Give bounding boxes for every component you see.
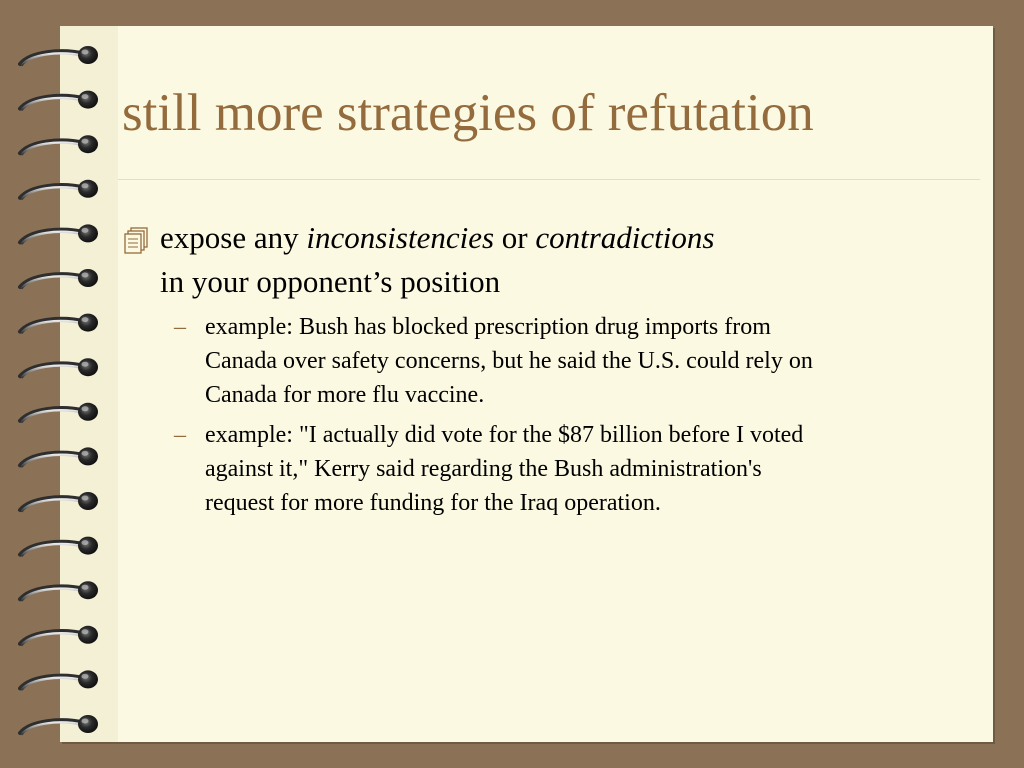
binding-ring — [20, 626, 98, 645]
notepad-stack-icon — [122, 226, 150, 254]
binding-ring — [20, 224, 98, 243]
bullet-connector: or — [494, 220, 536, 255]
binding-ring — [20, 492, 98, 511]
sub-bullet-list — [122, 310, 942, 520]
sub-bullet-text: example: "I actually did vote for the $87 billion before I voted against it," Kerry said regarding the Bush administration's request for more funding for the Iraq operation. — [205, 422, 804, 516]
bullet-emphasis-inconsistencies: inconsistencies — [306, 220, 495, 255]
bullet-line-two: in your opponent’s position — [160, 264, 501, 299]
sub-bullet-dash: – — [174, 422, 186, 448]
sub-bullet-text: example: Bush has blocked prescription drug imports from Canada over safety concerns, but he said the U.S. could rely on Canada for more flu vaccine. — [205, 314, 813, 408]
binding-ring — [20, 581, 98, 600]
binding-ring — [20, 269, 98, 288]
binding-ring — [20, 537, 98, 556]
binding-ring — [20, 180, 98, 199]
binding-ring — [20, 447, 98, 466]
binding-ring — [20, 91, 98, 110]
binding-ring — [20, 46, 98, 65]
slide-content — [122, 216, 942, 526]
binding-ring — [20, 314, 98, 333]
binding-ring — [20, 358, 98, 377]
main-bullet — [122, 216, 942, 304]
spiral-binding — [0, 0, 120, 768]
bullet-prefix: expose any — [160, 220, 307, 255]
binding-ring — [20, 403, 98, 422]
sub-bullet-dash: – — [174, 314, 186, 340]
binding-ring — [20, 670, 98, 689]
slide-title: still more strategies of refutation — [122, 84, 814, 142]
sub-bullet-item — [122, 418, 815, 520]
bullet-emphasis-contradictions: contradictions — [535, 220, 715, 255]
binding-ring — [20, 135, 98, 154]
sub-bullet-item — [122, 310, 815, 412]
binding-ring — [20, 715, 98, 734]
title-divider — [118, 179, 980, 180]
